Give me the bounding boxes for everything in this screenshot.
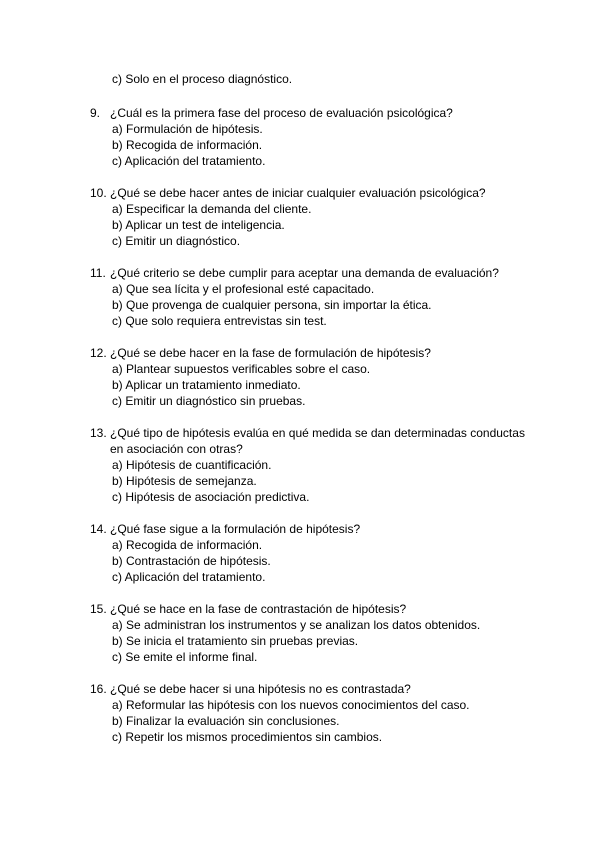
question-number: 9. xyxy=(90,106,101,120)
question-number: 14. xyxy=(90,522,107,536)
option-b: b) Recogida de información. xyxy=(112,138,263,152)
option-c-prev-question: c) Solo en el proceso diagnóstico. xyxy=(112,72,293,86)
option-a: a) Plantear supuestos verificables sobre el caso. xyxy=(112,362,371,376)
option-b: b) Se inicia el tratamiento sin pruebas previas. xyxy=(112,634,359,648)
question-number: 10. xyxy=(90,186,107,200)
question-number: 16. xyxy=(90,682,107,696)
option-b: b) Contrastación de hipótesis. xyxy=(112,554,271,568)
question-text: ¿Qué criterio se debe cumplir para aceptar una demanda de evaluación? xyxy=(110,266,499,280)
option-b: b) Aplicar un test de inteligencia. xyxy=(112,218,285,232)
option-b: b) Finalizar la evaluación sin conclusiones. xyxy=(112,714,340,728)
option-c: c) Aplicación del tratamiento. xyxy=(112,570,266,584)
option-a: a) Formulación de hipótesis. xyxy=(112,122,263,136)
option-a: a) Que sea lícita y el profesional esté capacitado. xyxy=(112,282,375,296)
option-a: a) Especificar la demanda del cliente. xyxy=(112,202,312,216)
question-number: 11. xyxy=(90,266,106,280)
question-number: 15. xyxy=(90,602,107,616)
question-text-continuation: en asociación con otras? xyxy=(110,442,243,456)
option-c: c) Emitir un diagnóstico sin pruebas. xyxy=(112,394,306,408)
option-c: c) Que solo requiera entrevistas sin test. xyxy=(112,314,327,328)
question-text: ¿Qué se hace en la fase de contrastación de hipótesis? xyxy=(110,602,407,616)
option-b: b) Hipótesis de semejanza. xyxy=(112,474,257,488)
question-text: ¿Qué se debe hacer si una hipótesis no es contrastada? xyxy=(110,682,411,696)
option-a: a) Recogida de información. xyxy=(112,538,263,552)
option-a: a) Se administran los instrumentos y se analizan los datos obtenidos. xyxy=(112,618,481,632)
question-text: ¿Cuál es la primera fase del proceso de evaluación psicológica? xyxy=(110,106,453,120)
option-b: b) Que provenga de cualquier persona, sin importar la ética. xyxy=(112,298,432,312)
option-c: c) Se emite el informe final. xyxy=(112,650,258,664)
option-c: c) Repetir los mismos procedimientos sin cambios. xyxy=(112,730,383,744)
question-text: ¿Qué tipo de hipótesis evalúa en qué medida se dan determinadas conductas xyxy=(110,426,525,440)
question-text: ¿Qué se debe hacer en la fase de formulación de hipótesis? xyxy=(110,346,431,360)
option-a: a) Reformular las hipótesis con los nuevos conocimientos del caso. xyxy=(112,698,470,712)
option-c: c) Emitir un diagnóstico. xyxy=(112,234,241,248)
option-b: b) Aplicar un tratamiento inmediato. xyxy=(112,378,301,392)
option-c: c) Hipótesis de asociación predictiva. xyxy=(112,490,310,504)
question-number: 12. xyxy=(90,346,107,360)
option-a: a) Hipótesis de cuantificación. xyxy=(112,458,272,472)
question-text: ¿Qué se debe hacer antes de iniciar cualquier evaluación psicológica? xyxy=(110,186,486,200)
question-number: 13. xyxy=(90,426,107,440)
question-text: ¿Qué fase sigue a la formulación de hipótesis? xyxy=(110,522,361,536)
option-c: c) Aplicación del tratamiento. xyxy=(112,154,266,168)
